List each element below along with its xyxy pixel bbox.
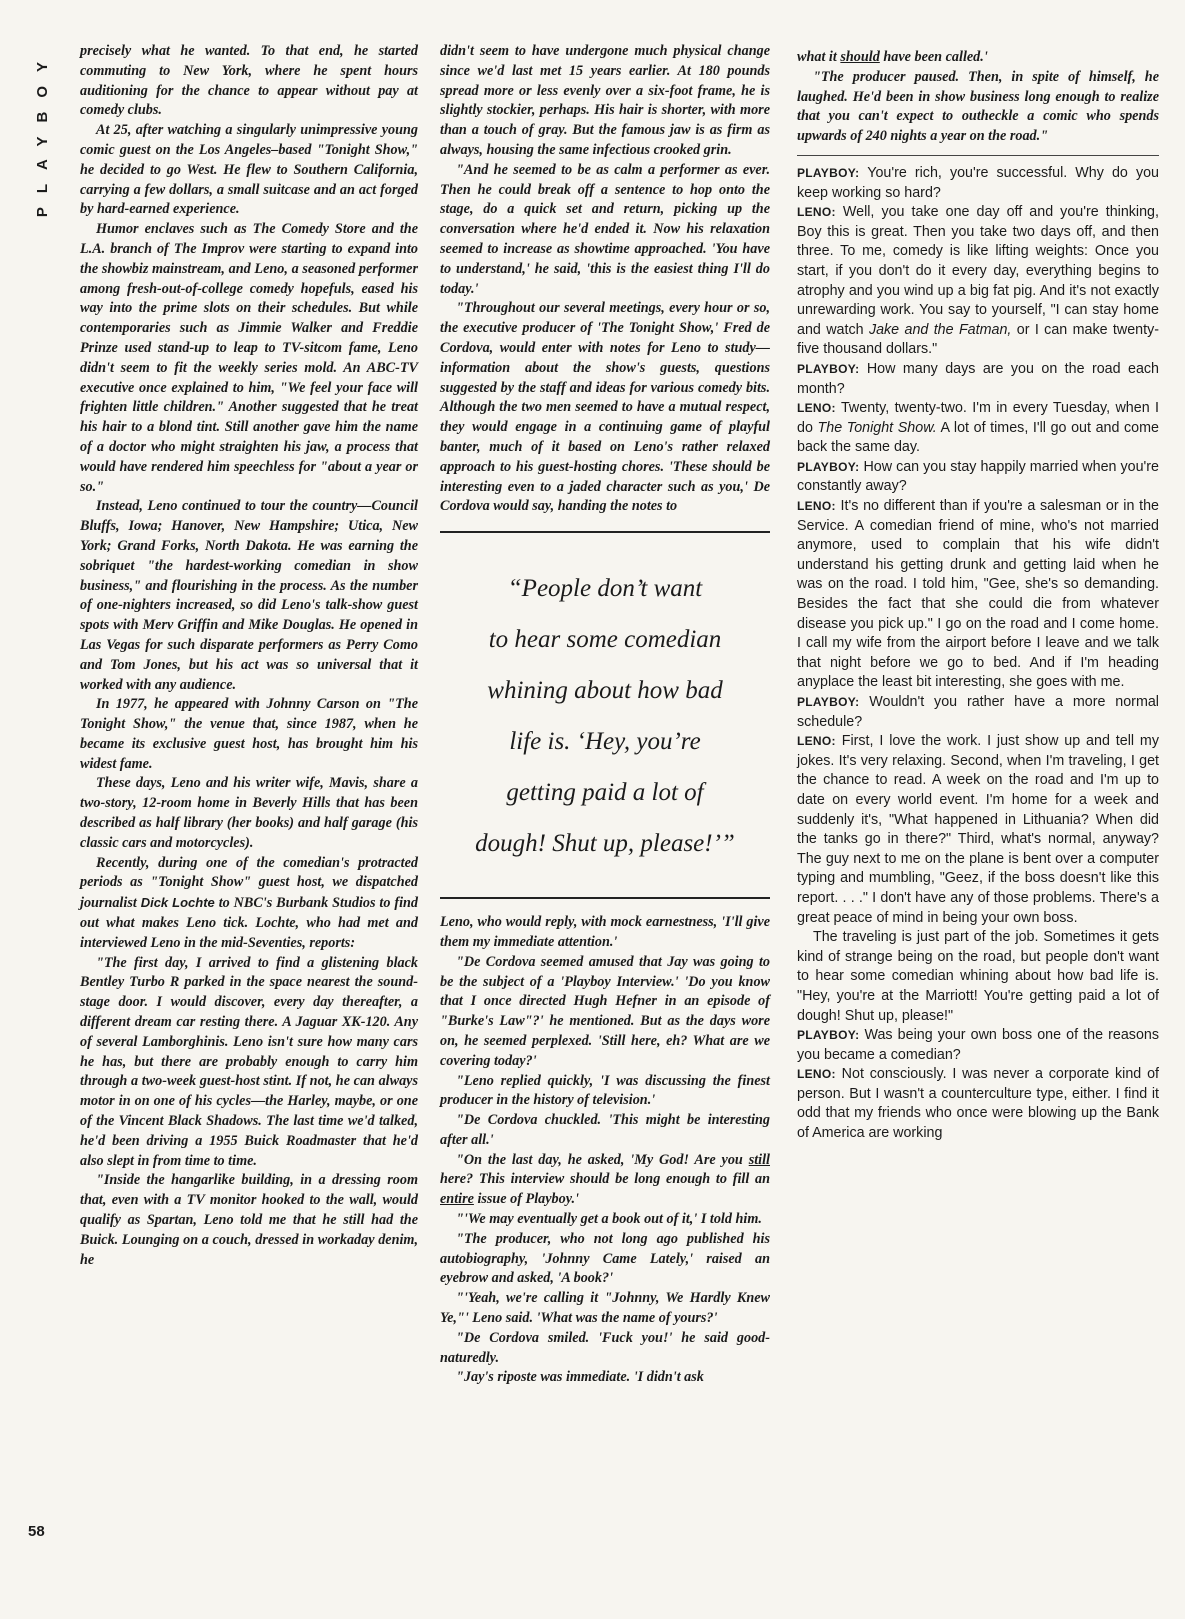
speaker-leno: LENO: [797, 205, 836, 220]
journalist-name: Dick Lochte [140, 895, 215, 911]
paragraph: didn't seem to have undergone much physical change since we'd last met 15 years earlier. At 180 pounds spread more or less evenly over a six-foot frame, he is slightly stockier, perhaps. His hair is shorter, with more than a touch of gray. But the famous jaw is as firm as always, housing the same infectious crooked grin. [440, 43, 770, 158]
paragraph: "The first day, I arrived to find a glistening black Bentley Turbo R parked in the space nearest the sound-stage door. I would discover, every day thereafter, a different dream car resting there. A Jaguar XK-120. Any of several Lamborghinis. Leno isn't sure how many cars he has, but there are probably enough to carry him through a two-week guest-host stint. If not, he can always motor in on one of his cycles—the Harley, maybe, or one of the Vincent Black Shadows. The last time we'd talked, he'd been driving a 1955 Buick Roadmaster that he'd also slept in from time to time. [80, 954, 418, 1169]
emphasis: entire [440, 1191, 474, 1208]
paragraph: "De Cordova chuckled. 'This might be interesting after all.' [440, 1112, 770, 1148]
answer-text: Well, you take one day off and you're thinking, Boy this is great. Then you take two days off, and then three. To me, comedy is like lifting weights: Once you start, if you don't do it every day, everything begins to atrophy and you wind up a big fat pig. And it's not exactly unrewarding work. You say to yourself, "I can stay home and watch [797, 204, 1159, 338]
paragraph: "'We may eventually get a book out of it,' I told him. [456, 1211, 762, 1228]
paragraph: "Leno replied quickly, 'I was discussing the finest producer in the history of television.' [440, 1072, 770, 1109]
paragraph: In 1977, he appeared with Johnny Carson on "The Tonight Show," the venue that, since 1987, when he became its exclusive guest host, has brought him his widest fame. [80, 696, 418, 772]
interview-answer [797, 399, 1159, 458]
paragraph: Instead, Leno continued to tour the country—Council Bluffs, Iowa; Hanover, New Hampshire; Utica, New York; Grand Forks, North Dakota. He was earning the sobriquet "the hardest-working comedian in show business," and flourishing in the process. As the number of one-nighters increased, so did Leno's talk-show guest spots with Merv Griffin and Mike Douglas. He opened in Las Vegas for such disparate performers as Perry Como and Tom Jones, but his act was so universal that it worked with any audience. [80, 498, 418, 693]
text-run: to NBC's Burbank Studios to find out what makes Leno tick. Lochte, who had met and interviewed Leno in the mid-Seventies, reports: [80, 895, 419, 951]
magazine-side-label [30, 48, 52, 226]
paragraph: precisely what he wanted. To that end, he started commuting to New York, where he spent hours auditioning for the chance to appear without pay at comedy clubs. [80, 43, 418, 119]
side-label-text: PLAYBOY [34, 48, 51, 218]
answer-text: First, I love the work. I just show up and tell my jokes. It's very relaxing. Second, when I'm traveling, I get the chance to read. A week on the road and I'm up to date on every world event. I'm home for a week and suddenly it's, "What happened in Lithuania? When did the tanks go in there?" Third, what's normal, anyway? The guy next to me on the plane is bent over a computer typing and mumbling, "Geez, if the boss doesn't like this report. . . ." I don't have any of those problems. There's a great peace of mind in being your own boss. [797, 733, 1159, 926]
paragraph: "Jay's riposte was immediate. 'I didn't ask [456, 1369, 704, 1386]
question-text: You're rich, you're successful. Why do you keep working so hard? [797, 164, 1159, 201]
show-title: The Tonight Show. [817, 419, 937, 436]
speaker-leno: LENO: [797, 401, 836, 416]
paragraph: Humor enclaves such as The Comedy Store and the L.A. branch of The Improv were starting to expand into the showbiz mainstream, and Leno, a seasoned performer among fresh-out-of-college comedy hopefuls, eased his way into the prime slots on their schedules. But while contemporaries such as Jimmie Walker and Freddie Prinze used stand-up to leap to TV-sitcom fame, Leno didn't seem to fit the weekly series mold. An ABC-TV executive once explained to him, "We feel your face will frighten little children." Another suggested that he treat his hair to a blond tint. Still another gave him the name of a doctor who might straighten his jaw, a process that would have rendered him speechless for "about a year or so." [80, 221, 418, 495]
interview-question [797, 1026, 1159, 1065]
interview-answer [797, 497, 1159, 693]
speaker-playboy: PLAYBOY: [797, 165, 860, 180]
speaker-playboy: PLAYBOY: [797, 1028, 860, 1043]
answer-text: or I can make twenty-five thousand dollars." [797, 321, 1159, 358]
column-2 [440, 42, 770, 1388]
interview-question [797, 360, 1159, 399]
paragraph: "And he seemed to be as calm a performer as ever. Then he could break off a sentence to hop onto the stage, do a quick set and return, picking up the conversation where he'd ended it. Now his relaxation seemed to increase as showtime approached. 'You have to understand,' he said, 'this is the easiest thing I'll do today.' [440, 161, 770, 297]
answer-text: Not consciously. I was never a corporate kind of person. But I wasn't a counterculture type, either. I find it odd that my friends who once were blowing up the Bank of America are working [797, 1066, 1159, 1142]
interview-answer [797, 203, 1159, 360]
page-number: 58 [28, 1523, 45, 1540]
text-run: Recently, during one of the comedian's protracted periods as "Tonight Show" guest host, we dispatched journalist [80, 854, 418, 912]
answer-text: Twenty, twenty-two. I'm in every Tuesday, when I do [797, 400, 1159, 436]
pull-quote-line: dough! Shut up, please!’” [475, 830, 735, 858]
paragraph [80, 854, 418, 954]
speaker-playboy: PLAYBOY: [797, 695, 860, 710]
pull-quote [440, 531, 770, 899]
text-run: "On the last day, he asked, 'My God! Are you [456, 1151, 743, 1168]
speaker-playboy: PLAYBOY: [797, 361, 860, 376]
paragraph: "'Yeah, we're calling it "Johnny, We Hardly Knew Ye,"' Leno said. 'What was the name of yours?' [440, 1290, 770, 1327]
answer-text: It's no different than if you're a salesman or in the Service. A comedian friend of mine, who's not married anymore, used to complain that his wife didn't understand his getting drunk and getting laid when he was on the road. I told him, "Gee, she's so demanding. Besides the fact that she could die from whatever disease you pick up." I go on the road and I come home. I call my wife from the airport before I leave and we talk that night before we go to bed. And if I'm heading anyplace the least bit interesting, she goes with me. [797, 498, 1159, 691]
paragraph: These days, Leno and his writer wife, Mavis, share a two-story, 12-room home in Beverly Hills that has been described as half library (her books) and half garage (his classic cars and motorcycles). [80, 775, 418, 851]
speaker-leno: LENO: [797, 499, 836, 514]
paragraph: "The producer paused. Then, in spite of himself, he laughed. He'd been in show business long enough to realize that you can't expect to outheckle a comic who spends upwards of 240 nights a year on the road." [797, 68, 1159, 156]
paragraph: "De Cordova seemed amused that Jay was going to be the subject of a 'Playboy Interview.' 'Do you know that I once directed Hugh Hefner in an episode of "Burke's Law"?' he mentioned. But as the days wore on, he seemed perplexed. 'Still here, eh? What are we covering today?' [440, 953, 770, 1069]
question-text: Was being your own boss one of the reasons you became a comedian? [797, 1027, 1159, 1063]
emphasis: still [748, 1151, 770, 1168]
question-text: Wouldn't you rather have a more normal schedule? [797, 694, 1159, 730]
paragraph: "De Cordova smiled. 'Fuck you!' he said good-naturedly. [440, 1329, 770, 1366]
pull-quote-line: getting paid a lot of [506, 779, 704, 807]
paragraph: "Inside the hangarlike building, in a dressing room that, even with a TV monitor hooked to the wall, would qualify as Spartan, Leno told me that he still had the Buick. Lounging on a couch, dressed in workaday denim, he [80, 1172, 418, 1268]
text-run: issue of Playboy.' [477, 1191, 579, 1208]
interview-question [797, 164, 1159, 203]
column-3 [797, 48, 1159, 1144]
speaker-leno: LENO: [797, 734, 836, 749]
speaker-leno: LENO: [797, 1067, 836, 1082]
answer-text: A lot of times, I'll go out and come back the same day. [797, 419, 1159, 456]
column-1 [80, 42, 418, 1270]
text-run: here? This interview should be long enough to fill an [440, 1171, 770, 1188]
pull-quote-line: life is. ‘Hey, you’re [509, 728, 701, 756]
interview-answer [797, 732, 1159, 928]
speaker-playboy: PLAYBOY: [797, 459, 860, 474]
question-text: How can you stay happily married when you're constantly away? [797, 458, 1159, 495]
paragraph: "Throughout our several meetings, every hour or so, the executive producer of 'The Tonight Show,' Fred de Cordova, would enter with notes for Leno to study—information about the show's guests, questions suggested by the staff and ideas for various comedy bits. Although the two men seemed to have a mutual respect, they would engage in a continuing game of playful banter, much of it based on Leno's rather relaxed approach to his guest-hosting chores. 'These should be interesting even to a jaded character such as you,' De Cordova would say, handing the notes to [440, 300, 770, 515]
interview-answer [797, 1065, 1159, 1143]
interview-answer-continued [797, 928, 1159, 1026]
show-title: Jake and the Fatman, [868, 321, 1012, 338]
emphasis: should [840, 49, 880, 65]
pull-quote-line: “People don’t want [507, 575, 703, 603]
question-text: How many days are you on the road each month? [797, 360, 1159, 397]
paragraph: At 25, after watching a singularly unimpressive young comic guest on the Los Angeles–based "Tonight Show," he decided to go West. He flew to Southern California, carrying a few dollars, a small suitcase and an act forged by hard-earned experience. [80, 122, 418, 218]
pull-quote-line: to hear some comedian [488, 626, 722, 654]
interview-question [797, 693, 1159, 732]
pull-quote-line: whining about how bad [487, 677, 723, 705]
text-run: have been called.' [883, 49, 988, 65]
paragraph [797, 48, 1159, 68]
interview-question [797, 458, 1159, 497]
paragraph: Leno, who would reply, with mock earnestness, 'I'll give them my immediate attention.' [440, 914, 770, 950]
paragraph [440, 1151, 770, 1210]
paragraph: "The producer, who not long ago published his autobiography, 'Johnny Came Lately,' raised an eyebrow and asked, 'A book?' [440, 1230, 770, 1287]
answer-text: The traveling is just part of the job. Sometimes it gets kind of strange being on the road, but people don't want to hear some comedian whining about how bad life is. "Hey, you're at the Marriott! You're getting paid a lot of dough! Shut up, please!" [797, 929, 1159, 1024]
text-run: what it [797, 49, 837, 65]
